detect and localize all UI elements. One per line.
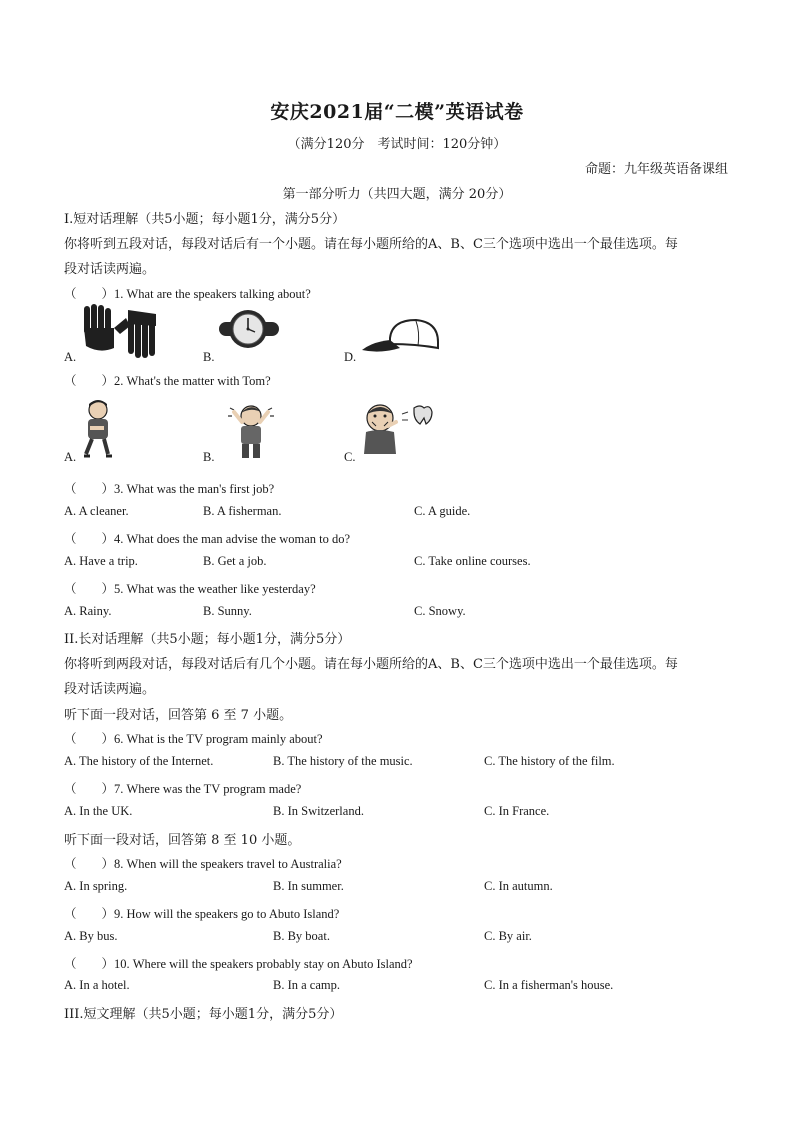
exam-subtitle: （满分120分 考试时间：120分钟） xyxy=(287,137,507,152)
question-2: （ ）2. What's the matter with Tom? xyxy=(64,374,271,388)
question-8: （ ）8. When will the speakers travel to Australia? xyxy=(64,857,342,871)
boy-toothache-icon xyxy=(358,400,438,456)
q2-label-c: C. xyxy=(344,450,356,464)
q4-option-c: C. Take online courses. xyxy=(414,554,531,568)
watch-icon xyxy=(218,307,280,351)
q2-label-b: B. xyxy=(203,450,215,464)
q6-option-a: A. The history of the Internet. xyxy=(64,754,214,768)
q3-option-a: A. A cleaner. xyxy=(64,504,129,518)
gloves-icon xyxy=(80,304,162,360)
q3-option-b: B. A fisherman. xyxy=(203,504,282,518)
question-1: （ ）1. What are the speakers talking about? xyxy=(64,287,311,301)
q7-option-a: A. In the UK. xyxy=(64,804,133,818)
cap-icon xyxy=(360,318,442,356)
question-10: （ ）10. Where will the speakers probably stay on Abuto Island? xyxy=(64,957,413,971)
q9-option-c: C. By air. xyxy=(484,929,532,943)
q5-option-b: B. Sunny. xyxy=(203,604,252,618)
question-9: （ ）9. How will the speakers go to Abuto Island? xyxy=(64,907,340,921)
question-4: （ ）4. What does the man advise the woman to do? xyxy=(64,532,351,546)
dialogue-intro-b: 听下面一段对话，回答第 8 至 10 小题。 xyxy=(64,833,301,848)
q3-option-c: C. A guide. xyxy=(414,504,471,518)
q1-label-a: A. xyxy=(64,350,77,364)
q1-label-b: B. xyxy=(203,350,215,364)
q9-option-b: B. By boat. xyxy=(273,929,330,943)
q7-option-b: B. In Switzerland. xyxy=(273,804,364,818)
boy-stomachache-icon xyxy=(80,398,116,460)
q5-option-a: A. Rainy. xyxy=(64,604,112,618)
question-5: （ ）5. What was the weather like yesterday? xyxy=(64,582,316,596)
q10-option-a: A. In a hotel. xyxy=(64,978,130,992)
boy-headache-icon xyxy=(226,402,276,462)
q6-option-c: C. The history of the film. xyxy=(484,754,615,768)
q8-option-c: C. In autumn. xyxy=(484,879,553,893)
part-one-heading: 第一部分听力（共四大题，满分 20分） xyxy=(282,187,512,202)
q9-option-a: A. By bus. xyxy=(64,929,118,943)
section2-instruction-2: 段对话读两遍。 xyxy=(64,682,156,697)
q6-option-b: B. The history of the music. xyxy=(273,754,413,768)
q5-option-c: C. Snowy. xyxy=(414,604,466,618)
exam-author: 命题：九年级英语备课组 xyxy=(584,162,728,177)
section1-instruction-1: 你将听到五段对话，每段对话后有一个小题。请在每小题所给的A、B、C三个选项中选出一个最佳选项。每 xyxy=(64,237,678,252)
section1-instruction-2: 段对话读两遍。 xyxy=(64,262,156,277)
section3-heading: III.短文理解（共5小题；每小题1分，满分5分） xyxy=(64,1007,343,1022)
exam-title: 安庆2021届“二模”英语试卷 xyxy=(270,101,524,123)
q2-label-a: A. xyxy=(64,450,77,464)
dialogue-intro-a: 听下面一段对话，回答第 6 至 7 小题。 xyxy=(64,708,293,723)
section2-instruction-1: 你将听到两段对话，每段对话后有几个小题。请在每小题所给的A、B、C三个选项中选出一个最佳选项。每 xyxy=(64,657,678,672)
q7-option-c: C. In France. xyxy=(484,804,550,818)
q4-option-a: A. Have a trip. xyxy=(64,554,138,568)
section1-heading: I.短对话理解（共5小题；每小题1分，满分5分） xyxy=(64,212,346,227)
q8-option-a: A. In spring. xyxy=(64,879,128,893)
section2-heading: II.长对话理解（共5小题；每小题1分，满分5分） xyxy=(64,632,351,647)
q10-option-c: C. In a fisherman's house. xyxy=(484,978,614,992)
q1-label-d: D. xyxy=(344,350,357,364)
q4-option-b: B. Get a job. xyxy=(203,554,267,568)
q10-option-b: B. In a camp. xyxy=(273,978,340,992)
question-6: （ ）6. What is the TV program mainly about? xyxy=(64,732,323,746)
question-3: （ ）3. What was the man's first job? xyxy=(64,482,275,496)
q8-option-b: B. In summer. xyxy=(273,879,344,893)
question-7: （ ）7. Where was the TV program made? xyxy=(64,782,302,796)
